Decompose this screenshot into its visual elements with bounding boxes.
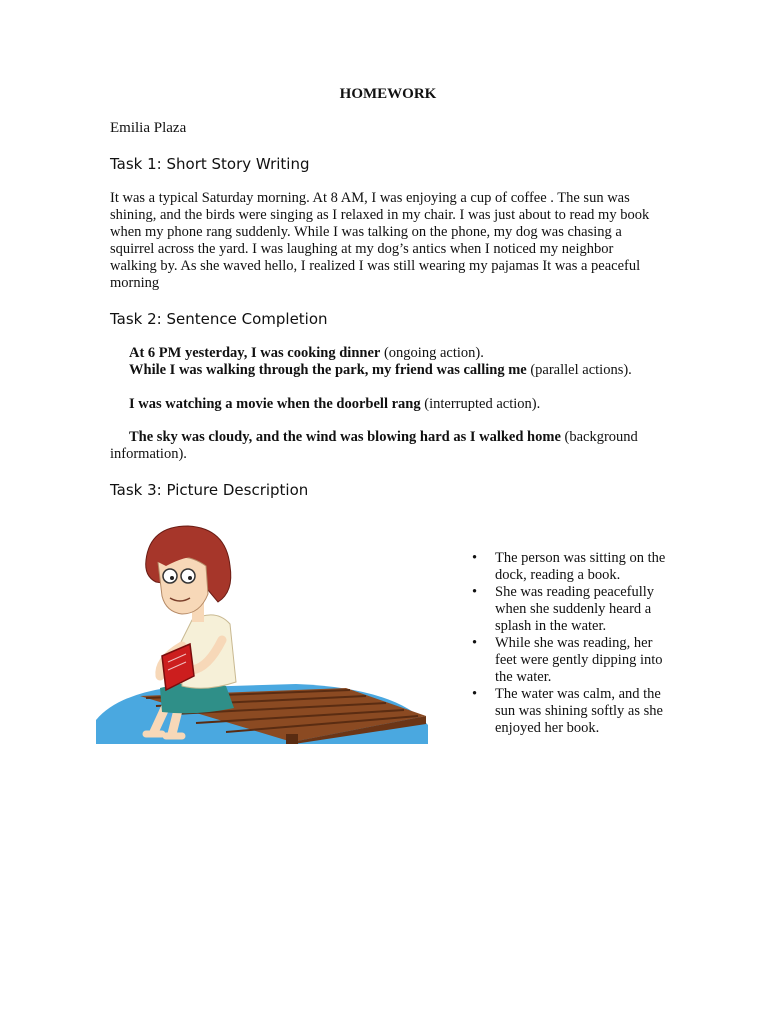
list-item xyxy=(470,550,670,584)
picture-description-list xyxy=(470,550,670,737)
list-item xyxy=(470,635,670,686)
sentence-1 xyxy=(110,345,658,362)
author-name: Emilia Plaza xyxy=(110,120,187,136)
task1-story: It was a typical Saturday morning. At 8 AM, I was enjoying a cup of coffee . The sun was shining, and the birds were singing as I relaxed in my chair. I was just about to read my book when my phone rang suddenly. While I was talking on the phone, my dog was chasing a squirrel across the yard. I was laughing at my dog’s antics when I noticed my neighbor walking by. As she waved hello, I realized I was still wearing my pajamas It was a peaceful morning xyxy=(110,190,650,291)
reading-woman-illustration xyxy=(96,520,436,744)
sentence-1-note: (ongoing action). xyxy=(380,345,484,361)
list-item xyxy=(470,584,670,635)
task3-heading: Task 3: Picture Description xyxy=(110,481,309,499)
sentence-2-note: (parallel actions). xyxy=(526,362,632,378)
sentence-1-bold: At 6 PM yesterday, I was cooking dinner xyxy=(129,345,381,361)
sentence-4-bold: The sky was cloudy, and the wind was blowing hard as I walked home xyxy=(129,429,561,445)
sentence-3-bold: I was watching a movie when the doorbell rang xyxy=(129,396,421,412)
bullet-icon: • xyxy=(472,550,478,566)
document-title: HOMEWORK xyxy=(339,86,437,102)
bullet-icon: • xyxy=(472,584,478,600)
sentence-4 xyxy=(110,429,658,463)
list-item-text: While she was reading, her feet were gently dipping into the water. xyxy=(495,635,663,685)
sentence-4-note: (background information). xyxy=(110,429,638,462)
task1-heading: Task 1: Short Story Writing xyxy=(110,155,310,173)
bullet-icon: • xyxy=(472,635,478,651)
list-item xyxy=(470,686,670,737)
list-item-text: The water was calm, and the sun was shining softly as she enjoyed her book. xyxy=(495,686,663,736)
sentence-3-note: (interrupted action). xyxy=(420,396,541,412)
sentence-3 xyxy=(110,396,658,413)
list-item-text: She was reading peacefully when she suddenly heard a splash in the water. xyxy=(495,584,655,634)
list-item-text: The person was sitting on the dock, reading a book. xyxy=(495,550,666,583)
task2-heading: Task 2: Sentence Completion xyxy=(110,310,328,328)
sentence-2-bold: While I was walking through the park, my friend was calling me xyxy=(129,362,527,378)
sentence-2 xyxy=(110,362,658,379)
bullet-icon: • xyxy=(472,686,478,702)
